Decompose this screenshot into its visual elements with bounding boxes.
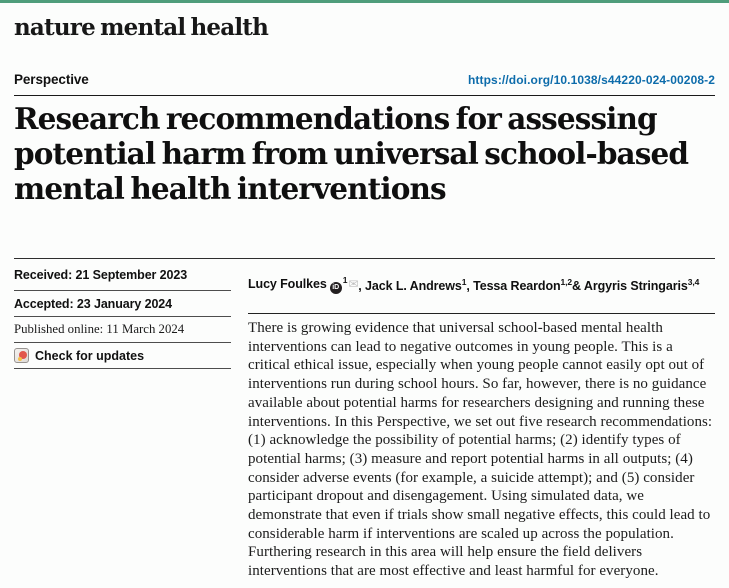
crossmark-icon — [14, 348, 29, 363]
author-3-name: Tessa Reardon — [473, 278, 561, 293]
author-4-prefix: & — [572, 278, 584, 293]
article-meta-row — [14, 72, 715, 92]
published-date-row — [14, 317, 231, 343]
author-3-prefix: , — [466, 278, 474, 293]
title-top-rule — [14, 95, 715, 96]
journal-logo: nature mental health — [14, 14, 269, 41]
title-line-1: Research recommendations for assessing — [14, 101, 657, 136]
author-1 — [248, 274, 359, 294]
check-for-updates-button[interactable] — [14, 343, 231, 369]
author-2 — [358, 276, 467, 293]
author-2-affiliation: 1 — [461, 276, 467, 287]
orcid-icon[interactable]: iD — [330, 282, 342, 294]
author-1-affiliation: 1 — [342, 274, 348, 285]
title-line-2: potential harm from universal school-based — [14, 136, 689, 171]
article-type-label: Perspective — [14, 72, 89, 87]
author-4 — [572, 276, 700, 293]
top-accent-bar — [0, 0, 729, 3]
received-date-row — [14, 259, 231, 291]
author-1-name: Lucy Foulkes — [248, 277, 327, 291]
author-2-prefix: , — [358, 278, 366, 293]
doi-link[interactable]: https://doi.org/10.1038/s44220-024-00208-2 — [468, 73, 715, 87]
authors-line — [248, 258, 715, 314]
author-4-name: Argyris Stringaris — [583, 278, 688, 293]
article-body-column — [248, 258, 715, 581]
author-2-name: Jack L. Andrews — [365, 278, 462, 293]
published-date: Published online: 11 March 2024 — [14, 322, 185, 336]
author-3 — [466, 276, 573, 293]
author-3-affiliation: 1,2 — [560, 276, 573, 287]
received-date: Received: 21 September 2023 — [14, 267, 188, 282]
accepted-date: Accepted: 23 January 2024 — [14, 296, 173, 311]
email-icon[interactable]: ✉ — [348, 277, 359, 291]
check-for-updates-label: Check for updates — [35, 348, 145, 363]
title-line-3: mental health interventions — [14, 171, 446, 206]
article-info-column — [14, 259, 231, 369]
abstract-text: There is growing evidence that universal school-based mental health interventions can lead to negative outcomes in young people. This is a critical ethical issue, especially when young people cannot easily opt out of interventions run during school hours. So far, however, there is no guidance available about potential harms for researchers designing and running these interventions. In this Perspective, we set out five research recommendations: (1) acknowledge the possibility of potential harms; (2) identify types of potential harms; (3) measure and report potential harms in all outputs; (4) consider adverse events (for example, a suicide attempt); and (5) consider participant dropout and disengagement. Using simulated data, we demonstrate that even if trials show small negative effects, this could lead to considerable harm if interventions are scaled up across the population. Furthering research in this area will help ensure the field delivers interventions that are most effective and least harmful for everyone. — [248, 320, 713, 580]
accepted-date-row — [14, 291, 231, 317]
article-title — [14, 101, 722, 206]
author-4-affiliation: 3,4 — [687, 276, 700, 287]
